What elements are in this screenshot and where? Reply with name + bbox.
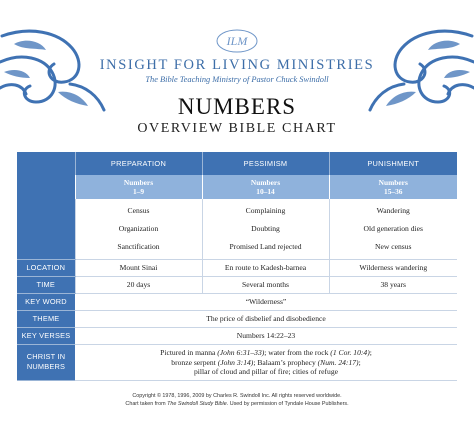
key-word-cell: “Wilderness” [75,294,457,311]
christ-cell: Pictured in manna (John 6:31–33); water from the rock (1 Cor. 10:4); bronze serpent (John 3:14); Balaam’s prophecy (Num. 24:17); pillar of cloud and pillar of fire; cities of refuge [75,345,457,381]
key-word-row [17,294,457,311]
location-cell: En route to Kadesh-barnea [202,260,329,277]
corner-cell [17,175,75,199]
brand-header [0,26,474,84]
key-verses-row [17,328,457,345]
key-verses-cell: Numbers 14:22–23 [75,328,457,345]
reference-row [17,175,457,199]
copyright-notice [0,392,474,408]
chart-subtitle: OVERVIEW BIBLE CHART [137,121,337,136]
location-cell: Mount Sinai [75,260,202,277]
summary-row [17,199,457,260]
time-cell: 38 years [329,277,457,294]
book-title: NUMBERS [177,94,297,119]
time-cell: 20 days [75,277,202,294]
corner-cell [17,152,75,175]
reference-cell: Numbers 10–14 [202,175,329,199]
corner-cell [17,199,75,260]
key-verses-label: KEY VERSES [17,328,75,345]
org-name: INSIGHT FOR LIVING MINISTRIES [99,57,375,73]
summary-cell: Census Organization Sanctification [75,199,202,260]
section-preparation: PREPARATION [75,152,202,175]
org-tagline: The Bible Teaching Ministry of Pastor Chuck Swindoll [145,75,329,84]
location-label: LOCATION [17,260,75,277]
chart-title-block [0,95,474,137]
theme-row [17,311,457,328]
location-cell: Wilderness wandering [329,260,457,277]
theme-cell: The price of disbelief and disobedience [75,311,457,328]
summary-cell: Complaining Doubting Promised Land rejected [202,199,329,260]
section-pessimism: PESSIMISM [202,152,329,175]
christ-label: CHRIST IN NUMBERS [17,345,75,381]
svg-text:ILM: ILM [226,34,248,48]
permission-line: Chart taken from The Swindoll Study Bible. Used by permission of Tyndale House Publishers. [125,401,349,407]
location-row [17,260,457,277]
time-row [17,277,457,294]
overview-table [17,152,457,381]
reference-cell: Numbers 1–9 [75,175,202,199]
section-punishment: PUNISHMENT [329,152,457,175]
time-cell: Several months [202,277,329,294]
time-label: TIME [17,277,75,294]
ilm-logo [214,26,260,56]
reference-cell: Numbers 15–36 [329,175,457,199]
section-header-row [17,152,457,175]
christ-row [17,345,457,381]
copyright-line: Copyright © 1978, 1996, 2009 by Charles R. Swindoll Inc. All rights reserved worldwide. [132,393,342,399]
key-word-label: KEY WORD [17,294,75,311]
theme-label: THEME [17,311,75,328]
summary-cell: Wandering Old generation dies New census [329,199,457,260]
